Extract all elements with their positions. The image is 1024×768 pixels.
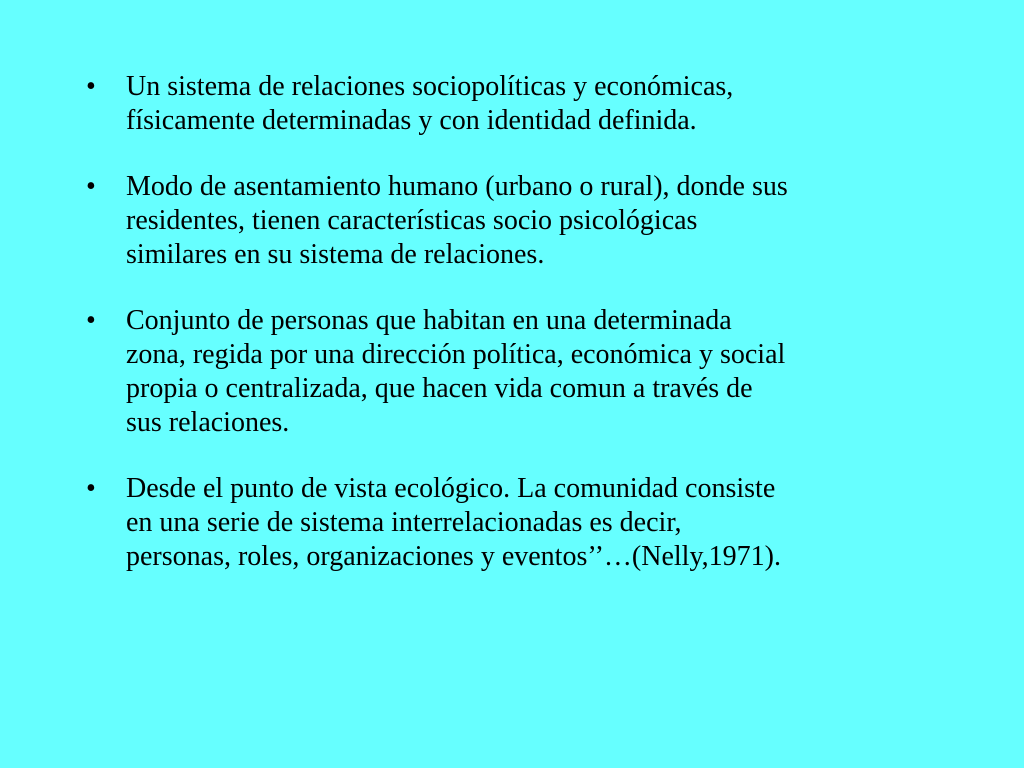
- bullet-line: residentes, tienen características socio psicológicas: [126, 205, 698, 236]
- bullet-text: [126, 170, 946, 272]
- bullet-line: personas, roles, organizaciones y eventos’’…(Nelly,1971).: [126, 541, 781, 572]
- bullet-line: propia o centralizada, que hacen vida comun a través de: [126, 373, 753, 404]
- bullet-item: [86, 304, 946, 440]
- bullet-line: Conjunto de personas que habitan en una determinada: [126, 305, 732, 336]
- bullet-list: [86, 70, 946, 606]
- bullet-item: [86, 472, 946, 574]
- bullet-line: similares en su sistema de relaciones.: [126, 239, 545, 270]
- bullet-line: en una serie de sistema interrelacionadas es decir,: [126, 507, 682, 538]
- bullet-line: Desde el punto de vista ecológico. La comunidad consiste: [126, 473, 776, 504]
- bullet-line: Modo de asentamiento humano (urbano o rural), donde sus: [126, 171, 788, 202]
- bullet-item: [86, 170, 946, 272]
- bullet-line: Un sistema de relaciones sociopolíticas y económicas,: [126, 71, 734, 102]
- bullet-text: [126, 70, 946, 138]
- bullet-marker: •: [86, 171, 96, 202]
- bullet-marker: •: [86, 71, 96, 102]
- bullet-line: físicamente determinadas y con identidad definida.: [126, 105, 697, 136]
- bullet-line: zona, regida por una dirección política, económica y social: [126, 339, 786, 370]
- bullet-line: sus relaciones.: [126, 407, 290, 438]
- bullet-marker: •: [86, 473, 96, 504]
- bullet-text: [126, 472, 946, 574]
- bullet-text: [126, 304, 946, 440]
- bullet-item: [86, 70, 946, 138]
- bullet-marker: •: [86, 305, 96, 336]
